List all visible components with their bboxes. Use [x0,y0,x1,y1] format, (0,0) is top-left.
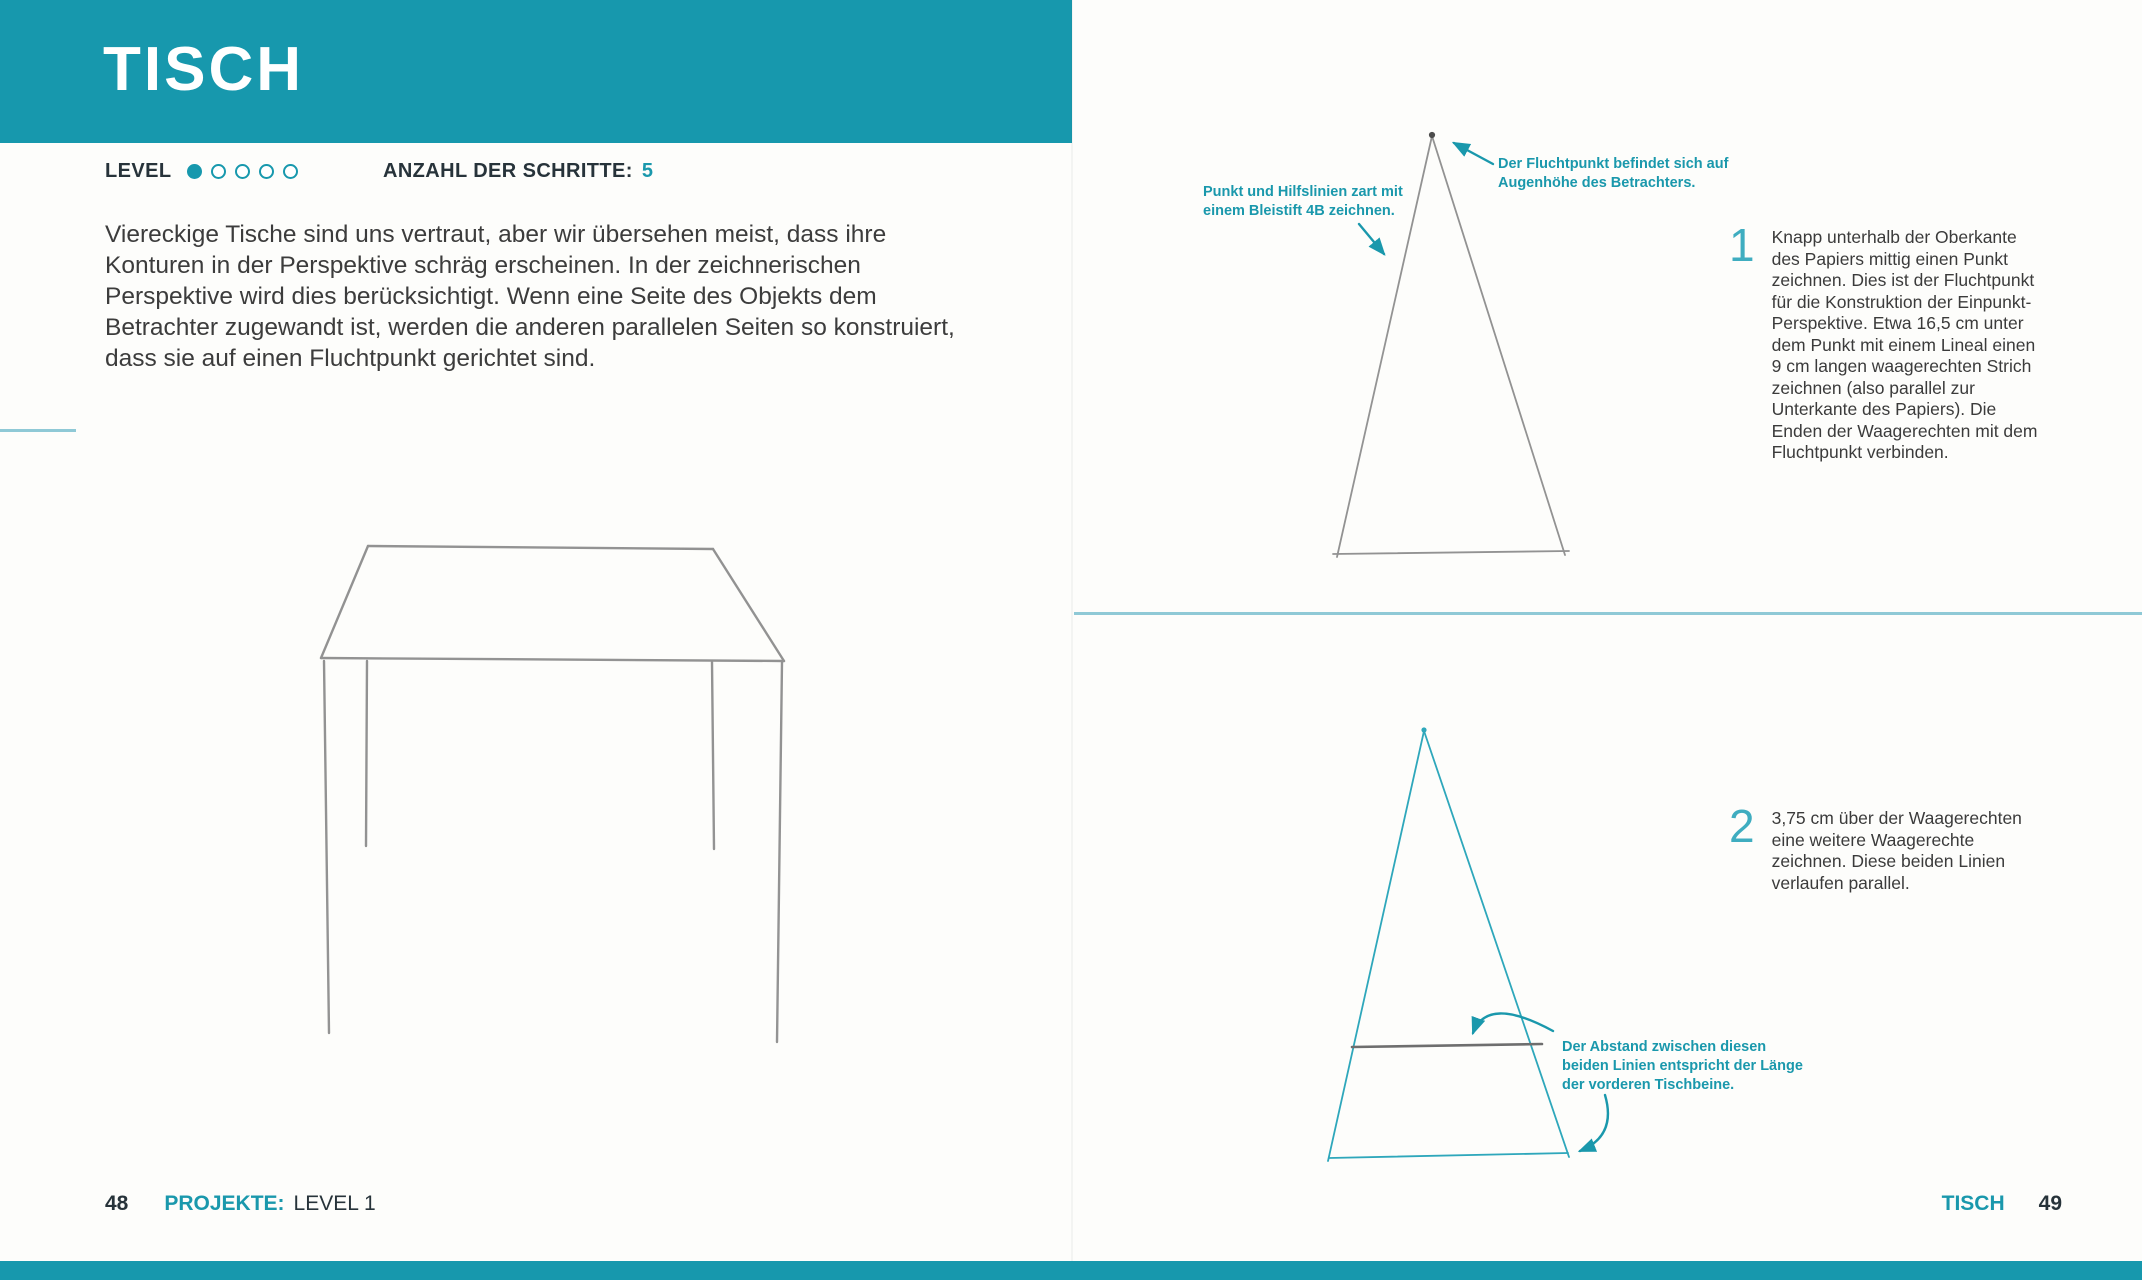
page-seam [1071,0,1073,1280]
right-page-divider [1074,612,2142,615]
annotation-pencil-line: Punkt und Hilfslinien zart mit [1203,184,1403,200]
level-dots [187,164,298,179]
annotation-distance-line: der vorderen Tischbeine. [1562,1077,1735,1093]
footer-chapter: TISCH [1941,1192,2005,1215]
step-2-text: 3,75 cm über der Waagerechten eine weitere Waagerechte zeichnen. Diese beiden Linien verlaufen parallel. [1771,808,2022,893]
level-dot-filled [187,164,202,179]
vanishing-point-dot [1429,132,1435,138]
annotation-vp-line: Augenhöhe des Betrachters. [1498,175,1696,191]
step-2-number: 2 [1729,800,1755,852]
page-title: TISCH [103,35,304,104]
step2-sketch [1328,731,1569,1161]
annotation-distance-line: Der Abstand zwischen diesen [1562,1039,1767,1055]
table-sketch [321,546,784,1042]
annotation-distance [1562,1038,1822,1095]
pencil-annotation-arrow-icon [1359,224,1384,254]
level-dot-empty [283,164,298,179]
left-page-number: 48 [105,1192,129,1215]
first-horizontal-line [1352,1044,1542,1047]
bottom-bar [0,1261,2142,1280]
vanishing-point-arrow-icon [1454,143,1493,164]
level-dot-empty [211,164,226,179]
baseline-arrow-icon [1580,1095,1608,1151]
left-footer [105,1192,376,1216]
left-margin-rule [0,429,76,432]
annotation-distance-line: beiden Linien entspricht der Länge [1562,1058,1803,1074]
annotation-pencil-line: einem Bleistift 4B zeichnen. [1203,203,1395,219]
footer-section: PROJEKTE: [164,1192,285,1215]
annotation-vanishing-point [1498,155,1758,193]
step-count-label: ANZAHL DER SCHRITTE: [383,160,633,182]
right-footer [1942,1192,2062,1216]
step-2 [1729,800,2048,894]
level-label: LEVEL [105,160,172,182]
right-page-number: 49 [2038,1192,2062,1215]
distance-arrow-icon [1473,1013,1553,1033]
annotation-vp-line: Der Fluchtpunkt befindet sich auf [1498,156,1729,172]
step-1 [1729,219,2048,464]
annotation-pencil [1203,183,1443,221]
step2-apex-dot [1421,727,1426,732]
intro-paragraph: Viereckige Tische sind uns vertraut, aber wir übersehen meist, dass ihre Konturen in der Perspektive schräg erscheinen. In der zeichnerischen Perspektive wird dies berücksichtigt. Wenn eine Seite des Objekts dem Betrachter zugewandt ist, werden die anderen parallelen Seiten so konstruiert, dass sie auf einen Fluchtpunkt gerichtet sind. [105,221,955,372]
level-indicator [105,160,298,183]
step-count-value: 5 [641,160,653,182]
step-1-number: 1 [1729,219,1755,271]
level-dot-empty [235,164,250,179]
footer-section-detail: LEVEL 1 [293,1192,376,1215]
chapter-header [0,0,1072,143]
step-1-text: Knapp unterhalb der Oberkante des Papiers mittig einen Punkt zeichnen. Dies ist der Fluchtpunkt für die Konstruktion der Einpunkt-Perspektive. Etwa 16,5 cm unter dem Punkt mit einem Lineal einen 9 cm langen waagerechten Strich zeichnen (also parallel zur Unterkante des Papiers). Die Enden der Waagerechten mit dem Fluchtpunkt verbinden. [1771,227,2038,462]
step-count [383,160,653,183]
level-dot-empty [259,164,274,179]
